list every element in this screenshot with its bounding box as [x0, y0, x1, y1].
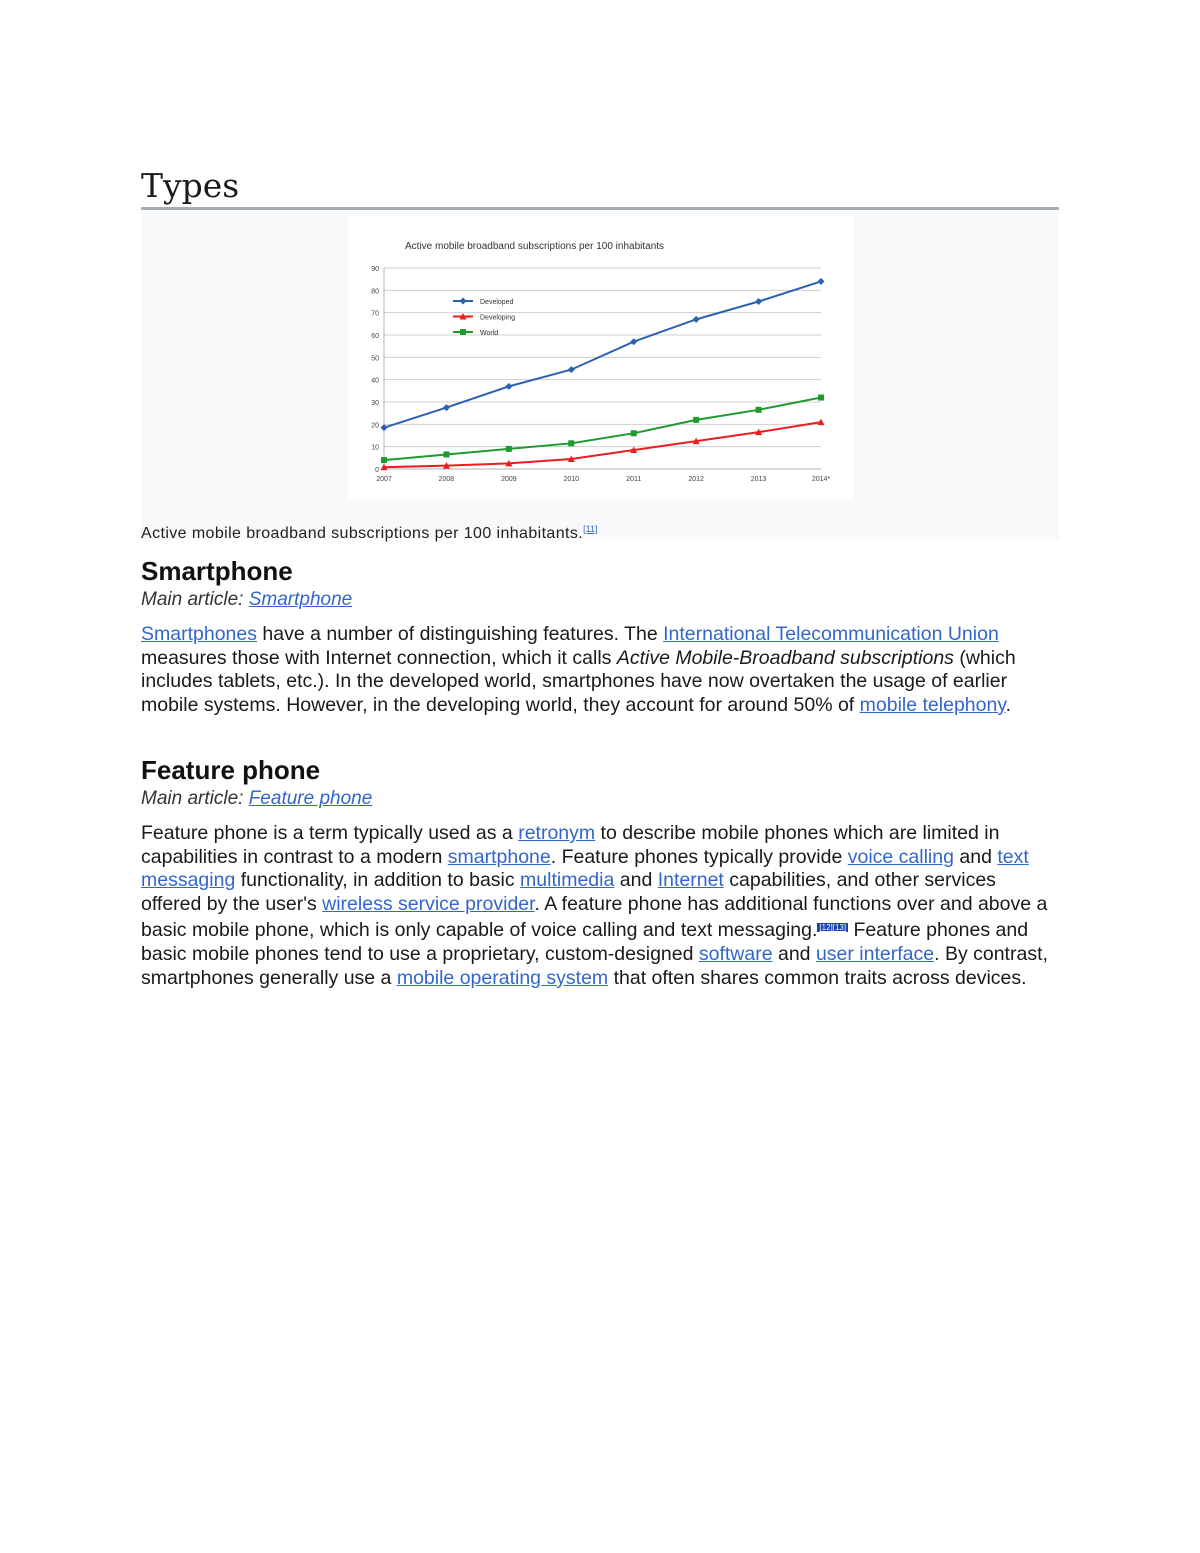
series-line-developing — [384, 422, 821, 467]
series-line-developed — [384, 281, 821, 427]
data-point — [693, 316, 700, 323]
text: functionality, in addition to basic — [235, 869, 521, 892]
data-point — [381, 457, 387, 463]
smartphone-link[interactable]: smartphone — [447, 845, 551, 868]
voice-calling-link[interactable]: voice calling — [847, 845, 954, 868]
broadband-line-chart — [348, 216, 853, 499]
y-tick-label: 90 — [371, 266, 379, 273]
caption-text: Active mobile broadband subscriptions per 100 inhabitants. — [141, 525, 584, 542]
text: capabilities, and other services offered by the user's — [141, 869, 996, 915]
data-point — [756, 407, 762, 413]
mobile-telephony-link[interactable]: mobile telephony — [859, 693, 1006, 716]
multimedia-link[interactable]: multimedia — [520, 869, 615, 892]
x-tick-label: 2013 — [750, 476, 767, 483]
data-point — [631, 430, 637, 436]
data-point — [381, 424, 388, 431]
text: Feature phone is a term typically used as a — [141, 822, 519, 844]
smartphones-link[interactable]: Smartphones — [141, 623, 257, 645]
data-point — [755, 298, 762, 305]
text: (which includes tablets, etc.). In the developed world, smartphones have now overtaken the usage of earlier mobile systems. However, in the developing world, they account for around 50% of — [141, 646, 1016, 716]
smartphone-main-article-link[interactable]: Smartphone — [248, 589, 353, 610]
legend-label: Developing — [480, 314, 516, 322]
data-point — [568, 366, 575, 373]
y-tick-label: 30 — [371, 400, 379, 407]
internet-link[interactable]: Internet — [657, 869, 724, 892]
smartphone-heading: Smartphone — [141, 556, 293, 586]
section-title: Types — [141, 166, 1059, 210]
text: . — [1005, 693, 1012, 716]
x-tick-label: 2014* — [811, 476, 831, 483]
wireless-service-provider-link[interactable]: wireless service provider — [322, 892, 535, 915]
feature-phone-reference-link[interactable]: [12][13] — [819, 923, 847, 933]
y-tick-label: 40 — [371, 377, 379, 385]
chart-figure — [141, 211, 1059, 542]
text-messaging-link[interactable]: text messaging — [141, 845, 1029, 892]
itu-link[interactable]: International Telecommunication Union — [663, 623, 999, 645]
x-tick-label: 2008 — [438, 476, 455, 483]
legend-label: World — [480, 330, 499, 337]
text: measures those with Internet connection, which it calls — [141, 646, 617, 669]
retronym-link[interactable]: retronym — [518, 822, 596, 844]
figure-caption — [141, 518, 597, 545]
data-point — [506, 446, 512, 452]
data-point — [460, 298, 467, 305]
y-tick-label: 80 — [371, 288, 379, 296]
software-link[interactable]: software — [698, 942, 773, 965]
data-point — [568, 440, 574, 446]
data-point — [693, 417, 699, 423]
mobile-operating-system-link[interactable]: mobile operating system — [396, 966, 609, 989]
chart-title: Active mobile broadband subscriptions per 100 inhabitants — [405, 241, 665, 252]
text: and — [953, 845, 998, 868]
data-point — [443, 451, 449, 457]
text: have a number of distinguishing features. The — [256, 623, 664, 645]
data-point — [818, 395, 824, 401]
y-tick-label: 70 — [371, 310, 379, 318]
data-point — [630, 338, 637, 345]
smartphone-hatnote — [141, 588, 352, 612]
x-tick-label: 2010 — [563, 476, 580, 483]
caption-reference-link[interactable]: [11] — [583, 524, 598, 534]
x-tick-label: 2007 — [376, 476, 392, 483]
hatnote-prefix: Main article: — [141, 589, 249, 610]
text: . By contrast, smartphones generally use a — [141, 942, 1048, 989]
y-tick-label: 50 — [371, 355, 379, 363]
smartphone-paragraph — [141, 623, 1059, 717]
text: . Feature phones typically provide — [550, 845, 848, 868]
feature-phone-main-article-link[interactable]: Feature phone — [248, 788, 373, 809]
emphasis-text: Active Mobile-Broadband subscriptions — [616, 646, 954, 669]
y-tick-label: 20 — [371, 422, 379, 430]
data-point — [460, 329, 466, 335]
data-point — [443, 404, 450, 411]
user-interface-link[interactable]: user interface — [815, 942, 935, 965]
x-tick-label: 2009 — [501, 476, 517, 483]
chart-image — [348, 216, 853, 499]
feature-phone-heading: Feature phone — [141, 755, 321, 785]
data-point — [818, 278, 825, 285]
text: that often shares common traits across devices. — [608, 966, 1027, 989]
x-tick-label: 2012 — [688, 476, 704, 483]
y-tick-label: 60 — [371, 333, 379, 340]
legend-label: Developed — [480, 299, 514, 306]
text: to describe mobile phones which are limited in capabilities in contrast to a modern — [141, 822, 1000, 868]
x-tick-label: 2011 — [626, 476, 642, 483]
hatnote-prefix: Main article: — [141, 788, 249, 809]
text: and — [614, 869, 658, 892]
feature-phone-hatnote — [141, 787, 372, 811]
feature-phone-paragraph — [141, 822, 1059, 990]
text: and — [772, 942, 816, 965]
data-point — [505, 383, 512, 390]
text: . A feature phone has additional functions over and above a basic mobile phone, which is only capable of voice calling and text messaging. — [141, 892, 1048, 942]
text: Feature phones and basic mobile phones tend to use a proprietary, custom-designed — [141, 919, 1029, 965]
y-tick-label: 0 — [375, 467, 379, 474]
y-tick-label: 10 — [371, 444, 379, 452]
